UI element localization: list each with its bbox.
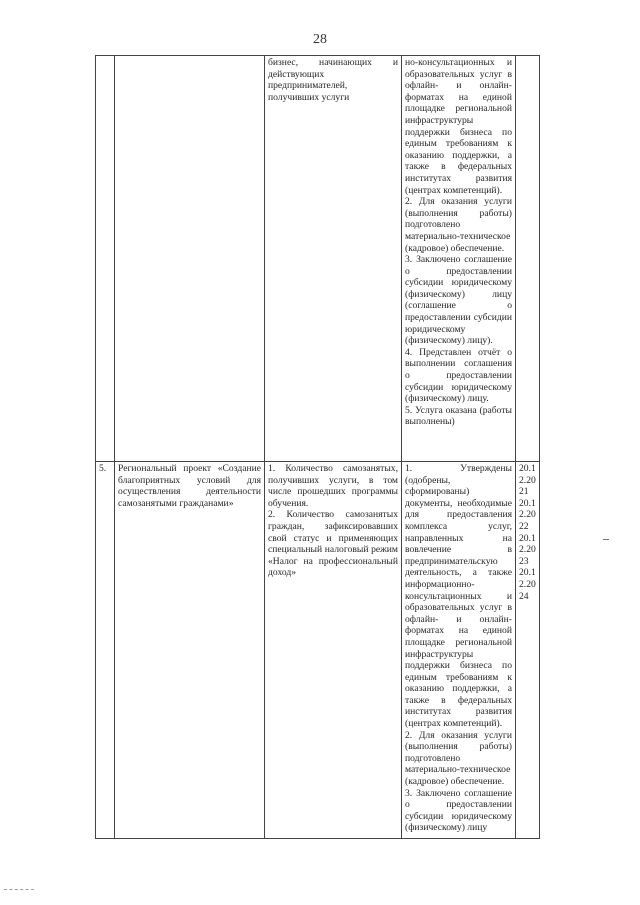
project-name-cell: Региональный проект «Создание благоприятных условий для осуществления деятельности самозанятыми гражданами» (115, 462, 265, 839)
dates-cell (516, 56, 540, 462)
measures-table (95, 55, 540, 839)
table-row (96, 56, 540, 462)
scan-artifact (4, 889, 34, 891)
row-number-cell: 5. (96, 462, 115, 839)
margin-mark (603, 539, 609, 540)
indicator-cell: 1. Количество самозанятых, получивших услуги, в том числе прошедших программы обучения. 2. Количество самозанятых граждан, зафиксировавших свой статус и применяющих специальный налоговый режим «Налог на профессиональный доход» (265, 462, 402, 839)
dates-cell: 20.12.2021 20.12.2022 20.12.2023 20.12.2024 (516, 462, 540, 839)
page-number: 28 (313, 32, 327, 47)
results-cell: 1. Утверждены (одобрены, сформированы) документы, необходимые для предоставления комплекса услуг, направленных на вовлечение в предпринимательскую деятельность, а также информационно-консультационных и образовательных услуг в офлайн- и онлайн-форматах на единой площадке региональной инфраструктуры поддержки бизнеса по единым требованиям к оказанию поддержки, а также в федеральных институтах развития (центрах компетенций). 2. Для оказания услуги (выполнения работы) подготовлено материально-техническое (кадровое) обеспечение. 3. Заключено соглашение о предоставлении субсидии юридическому (физическому) лицу (402, 462, 516, 839)
table-row (96, 462, 540, 839)
results-cell: но-консультационных и образовательных услуг в офлайн- и онлайн-форматах на единой площадке региональной инфраструктуры поддержки бизнеса по единым требованиям к оказанию поддержки, а также в федеральных институтах развития (центрах компетенций). 2. Для оказания услуги (выполнения работы) подготовлено материально-техническое (кадровое) обеспечение. 3. Заключено соглашение о предоставлении субсидии юридическому (физическому) лицу (соглашение о предоставлении субсидии юридическому (физическому) лицу). 4. Представлен отчёт о выполнении соглашения о предоставлении субсидии юридическому (физическому) лицу. 5. Услуга оказана (работы выполнены) (402, 56, 516, 462)
row-number-cell (96, 56, 115, 462)
project-name-cell (115, 56, 265, 462)
indicator-cell: бизнес, начинающих и действующих предпринимателей, получивших услуги (265, 56, 402, 462)
